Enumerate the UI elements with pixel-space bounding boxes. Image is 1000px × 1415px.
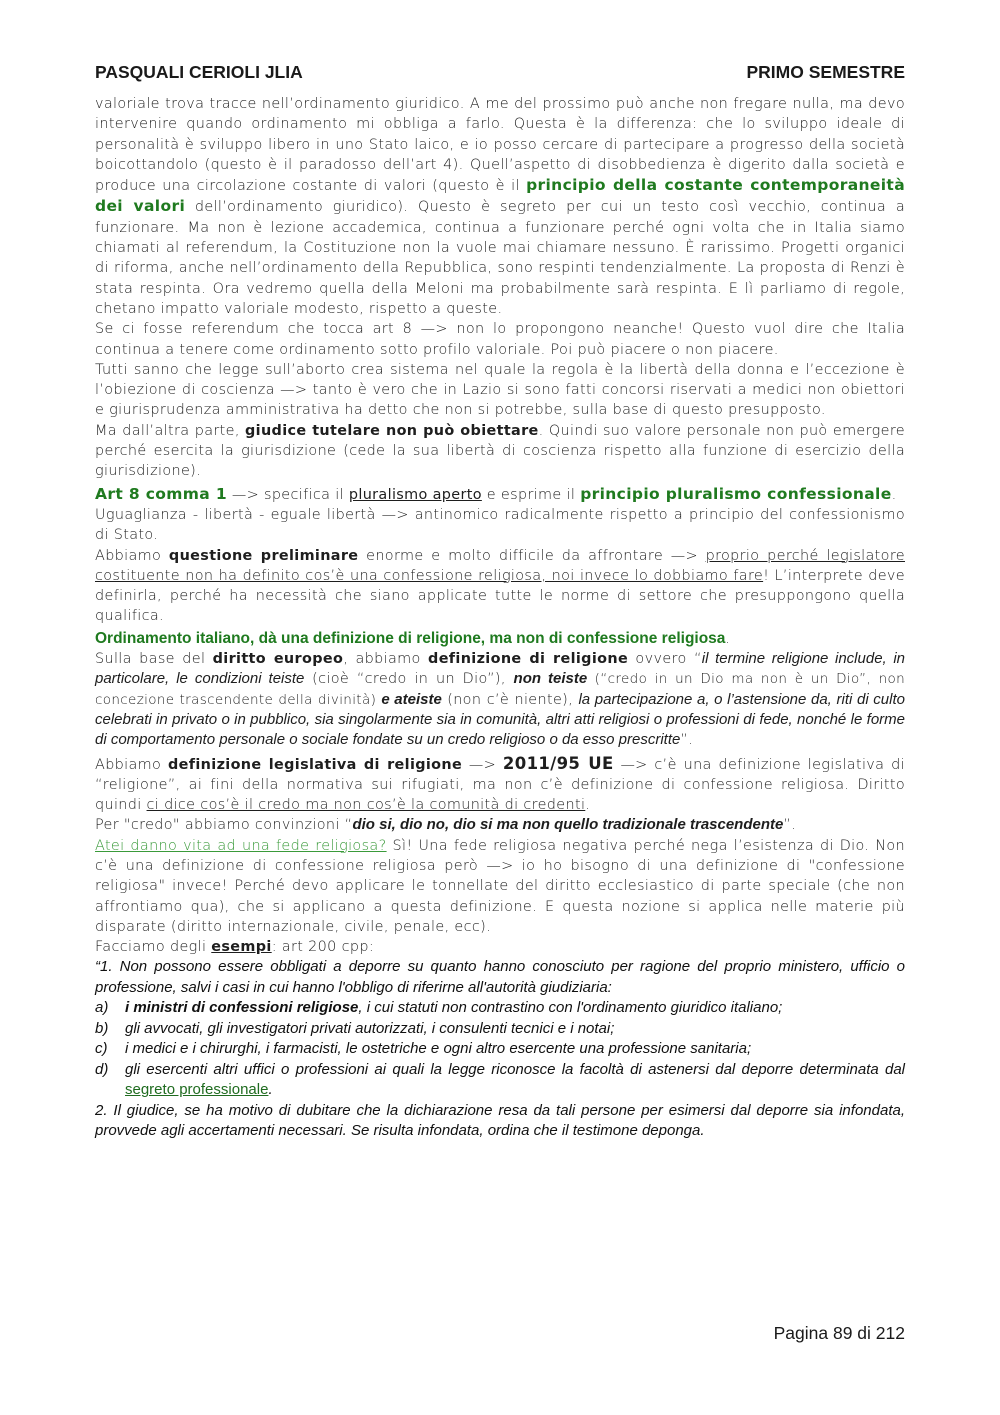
italic-text: non teiste [513,670,588,688]
text: Ma dall’altra parte, [95,422,246,439]
text: —> [462,756,503,773]
text: ! L’interprete deve definirla, perché ha necessità che siano applicate tutte le norme di settore che presuppongono quella qualifica. [95,567,905,625]
paragraph-referendum: Se ci fosse referendum che tocca art 8 —> non lo propongono neanche! Questo vuol dire che Italia continua a tenere come ordinamento sotto profilo valoriale. Poi può piacere o non piacere. [95,321,905,358]
art-200-quote [95,957,905,1142]
principle-highlight: principio pluralismo confessionale [580,484,892,503]
paragraph-definition-heading [95,629,905,649]
bold-text: giudice tutelare non può obiettare [245,422,539,439]
text: (“credo in un Dio ma non è un Dio”, non concezione trascendente della divinità) [95,671,906,708]
page-number: Pagina 89 di 212 [773,1323,905,1343]
text: . Quindi suo valore personale non può emergere perché esercita la giurisdizione (cede la sua libertà di coscienza rispetto alla funzione di esercizio della giurisdizione). [95,422,905,480]
item-text [125,998,905,1019]
item-label: d) [95,1060,109,1078]
text: . [725,630,731,647]
paragraph-art8 [95,484,905,505]
text: gli esercenti altri uffici o professioni ai quali la legge riconosce la facoltà di astenersi dal deporre determinata dal [125,1060,905,1078]
underlined-text: esempi [211,939,272,956]
text: ”. [680,732,694,749]
text: ovvero “ [628,651,702,668]
text: —> specifica il [226,486,349,503]
text: dell’ordinamento giuridico). Questo è segreto per cui un testo così vecchio, continua a funzionare. Ma non è lezione accademica, continua a funzionare perché ogni volta che in Italia siamo chiamati al referendum, la Costituzione non la vuole mai chiamare nessuno. È rarissimo. Progetti organici di riforma, anche nell’ordinamento della Repubblica, sono respinti tendenzialmente. La proposta di Renzi è stata respinta. Ora vedremo quella della Meloni ma probabilmente sarà respinta. E lì parliamo di regole, chetano impatto valoriale modesto, rispetto a queste. [95,199,905,317]
italic-text: e ateiste [381,690,442,708]
underlined-text: proprio perché legislatore costituente non ha definito cos’è una confessione religiosa, noi invece lo dobbiamo fare [95,547,905,584]
text: (non c’è niente), [441,691,579,708]
bold-text: definizione di religione [428,651,629,668]
text: (cioè “credo in un Dio”), [304,671,514,688]
paragraph-atheists [95,836,905,937]
paragraph-examples [95,937,905,957]
text: valoriale trova tracce nell’ordinamento giuridico. A me del prossimo può anche non fregare nulla, ma devo intervenire quando ordinamento mi obbliga a farlo. Questa è la differenza: che lo sviluppo ideale di personalità è sviluppo libero in uno Stato laico, e io posso cercare di partecipare a progresso della società boicottandolo (questo è il paradosso dell’art 4). Quell’aspetto di disobbedienza è digerito dalla società e produce una circolazione costante di valori (questo è il [95,96,905,195]
item-label: b) [95,1019,109,1037]
italic-text: dio si, dio no, dio si ma non quello tradizionale trascendente [352,816,784,834]
paragraph-preliminary [95,546,905,627]
law-paragraph-2: 2. Il giudice, se ha motivo di dubitare che la dichiarazione resa da tali persone per esimersi dal deporre sia infondata, provvede agli accertamenti necessari. Se risulta infondata, ordina che il testimone deponga. [95,1101,905,1140]
header-author: PASQUALI CERIOLI JLIA [95,62,303,82]
page-body [95,94,905,1142]
italic-text: il termine religione include, in particolare, le condizioni teiste [95,650,905,688]
underlined-text: pluralismo aperto [348,486,482,503]
text: Sì! Una fede religiosa negativa perché nega l’esistenza di Dio. Non c’è una definizione di confessione religiosa però —> io ho bisogno di una definizione di "confessione religiosa" invece! Perché devo applicare le tonnellate del diritto ecclesiastico di parte speciale (che non affrontiamo qua), che si applicano a questa definizione. E questa nozione si applica nelle materie più disparate (diritto internazionale, civile, penale, ecc). [95,837,905,935]
text: , i cui statuti non contrastino con l'ordinamento giuridico italiano; [358,999,783,1017]
principle-highlight: principio della costante contemporaneità dei valori [95,176,906,216]
bold-text: definizione legislativa di religione [168,756,463,773]
text: Abbiamo [95,756,169,773]
text: ”. [783,817,797,834]
item-label: a) [95,999,109,1017]
item-text: i medici e i chirurghi, i farmacisti, le ostetriche e ogni altro esercente una professione sanitaria; [125,1040,752,1058]
paragraph-values [95,94,905,319]
law-item-b [95,1019,905,1040]
law-intro: “1. Non possono essere obbligati a deporre su quanto hanno conosciuto per ragione del proprio ministero, ufficio o professione, salvi i casi in cui hanno l'obbligo di riferirne all'autorità giudiziaria: [95,958,905,996]
text: , abbiamo [343,651,429,668]
item-text [125,1060,905,1101]
header-semester: PRIMO SEMESTRE [746,62,905,82]
page-header [95,62,905,83]
atheists-question-link[interactable]: Atei danno vita ad una fede religiosa? [95,837,387,854]
text: Abbiamo [95,547,169,564]
item-label: c) [95,1040,108,1058]
text: Facciamo degli [95,939,212,956]
text: . [891,486,897,503]
item-text: gli avvocati, gli investigatori privati autorizzati, i consulenti tecnici e i notai; [125,1019,615,1037]
bold-text: questione preliminare [168,547,359,564]
professional-secret-link[interactable]: segreto professionale [125,1081,269,1099]
directive-number: 2011/95 UE [502,753,614,773]
paragraph-credo [95,815,905,835]
text: e esprime il [481,486,581,503]
text: . [268,1081,273,1099]
paragraph-abortion: Tutti sanno che legge sull’aborto crea sistema nel quale la regola è la libertà della donna e l’eccezione è l’obiezione di coscienza —> tanto è vero che in Lazio si sono fatti concorsi riservati a medici non obiettori e giurisprudenza amministrativa ha detto che non si potrebbe, sulla base di questo presupposto. [95,361,905,419]
text: . [585,797,591,814]
paragraph-judge [95,421,905,482]
law-item-a [95,998,905,1019]
paragraph-european-law [95,649,905,750]
text: : art 200 cpp: [271,939,375,956]
text: —> c’è una definizione legislativa di “religione”, ai fini della normativa sui rifugiati, ma non c’è definizione di confessione religiosa. Diritto quindi [95,756,905,814]
text: Per "credo" abbiamo convinzioni “ [95,817,353,834]
paragraph-legislative-definition [95,754,905,816]
bold-text: i ministri di confessioni religiose [125,999,359,1017]
bold-text: diritto europeo [212,651,344,668]
text: Sulla base del [95,651,213,668]
section-heading: Ordinamento italiano, dà una definizione di religione, ma non di confessione religiosa [95,629,726,647]
law-item-d [95,1060,905,1101]
italic-text: la partecipazione a, o l’astensione da, riti di culto celebrati in privato o in pubblico, sia singolarmente sia in comunità, altri atti religiosi o professioni di fede, nonché le forme di comportamento personale o sociale fondate su un credo religioso o da esso prescritte [95,690,905,749]
art-8-heading: Art 8 comma 1 [95,484,227,503]
text: enorme e molto difficile da affrontare —> [358,547,706,564]
paragraph-equality: Uguaglianza - libertà - eguale libertà —> antinomico radicalmente rispetto a principio del confessionismo di Stato. [95,506,905,544]
law-item-c [95,1039,905,1060]
underlined-text: ci dice cos’è il credo ma non cos’è la comunità di credenti [146,797,586,814]
